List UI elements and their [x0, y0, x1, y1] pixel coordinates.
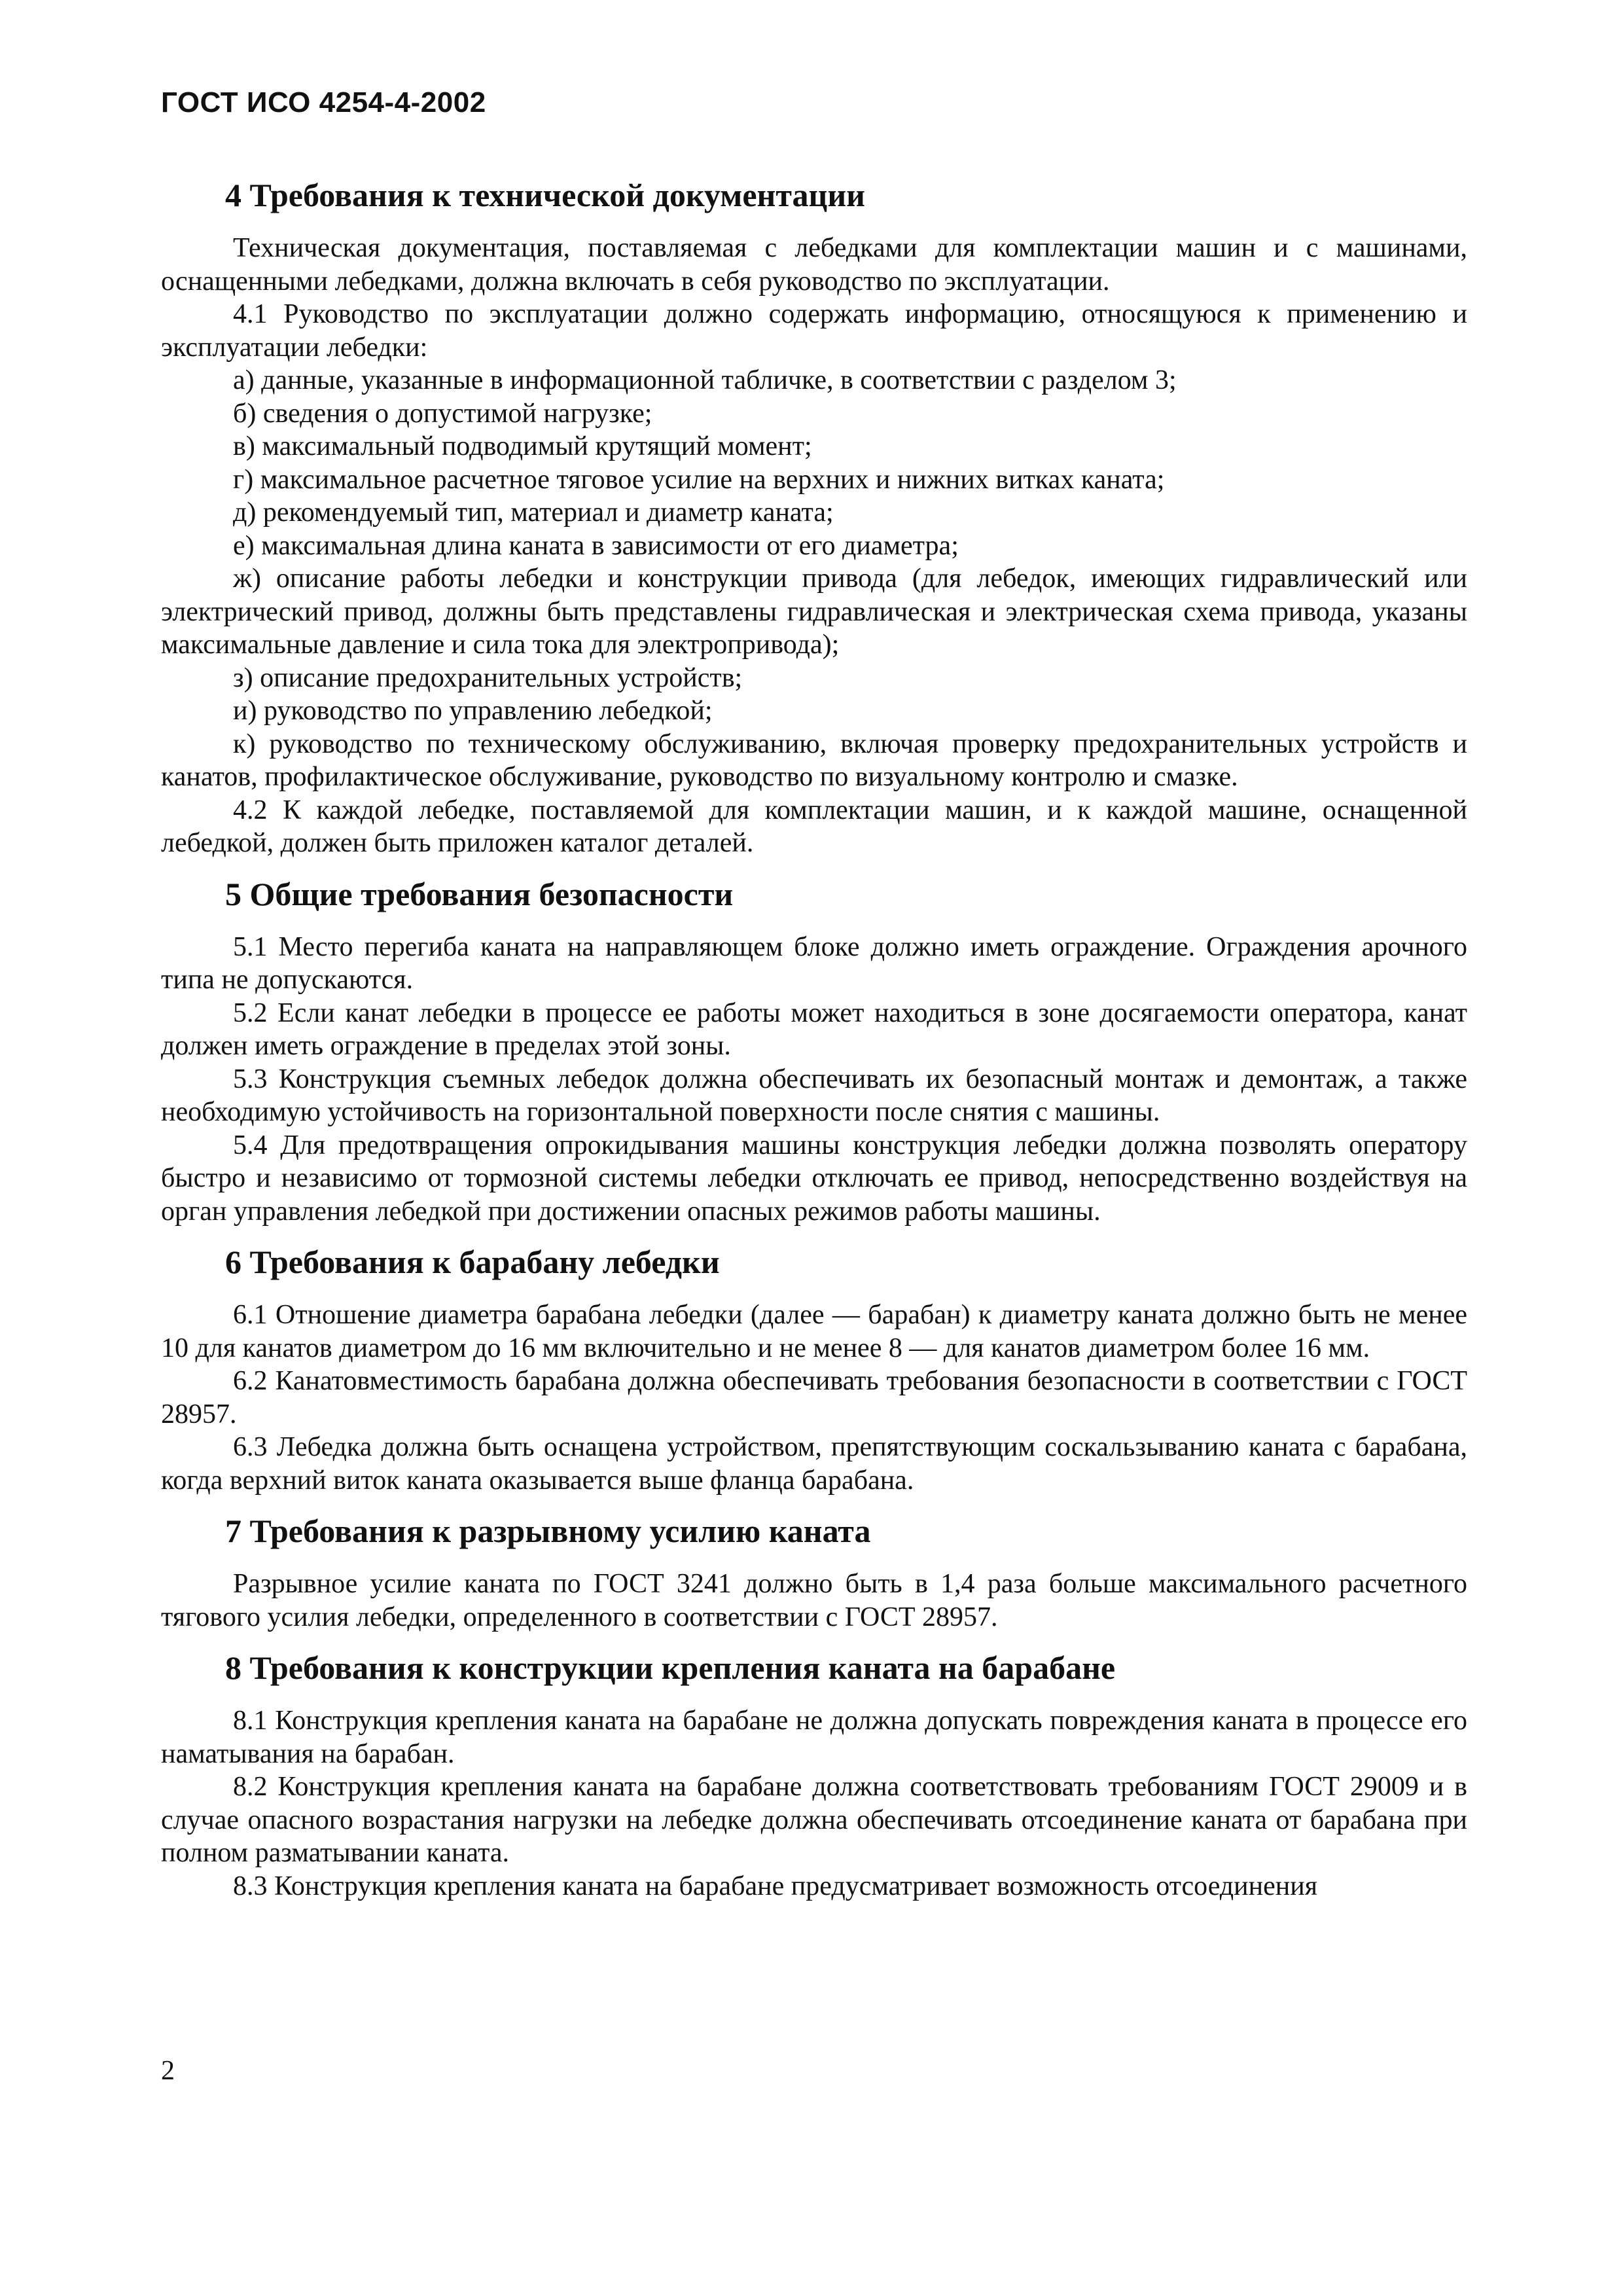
- document-body: [161, 175, 1467, 1903]
- list-item-e: е) максимальная длина каната в зависимости от его диаметра;: [233, 530, 959, 561]
- paragraph-6-1: 6.1 Отношение диаметра барабана лебедки (далее — барабан) к диаметру каната должно быть не менее 10 для канатов диаметром до 16 мм включительно и не менее 8 — для канатов диаметром более 16 мм.: [161, 1300, 1467, 1363]
- paragraph-8-2: 8.2 Конструкция крепления каната на барабане должна соответствовать требованиям ГОСТ 29009 и в случае опасного возрастания нагрузки на лебедке должна обеспечивать отсоединение каната от барабана при полном разматывании каната.: [161, 1772, 1467, 1868]
- list-item-i: и) руководство по управлению лебедкой;: [233, 696, 713, 726]
- paragraph-5-2: 5.2 Если канат лебедки в процессе ее работы может находиться в зоне досягаемости оператора, канат должен иметь ограждение в пределах этой зоны.: [161, 997, 1467, 1061]
- paragraph-7: Разрывное усилие каната по ГОСТ 3241 должно быть в 1,4 раза больше максимального расчетного тягового усилия лебедки, определенного в соответствии с ГОСТ 28957.: [161, 1569, 1467, 1632]
- page-number: 2: [161, 2056, 175, 2086]
- section-4-intro: Техническая документация, поставляемая с лебедками для комплектации машин и с машинами, оснащенными лебедками, должна включать в себя руководство по эксплуатации.: [161, 233, 1467, 296]
- paragraph-5-3: 5.3 Конструкция съемных лебедок должна обеспечивать их безопасный монтаж и демонтаж, а также необходимую устойчивость на горизонтальной поверхности после снятия с машины.: [161, 1064, 1467, 1127]
- list-item-g: г) максимальное расчетное тяговое усилие на верхних и нижних витках каната;: [233, 464, 1165, 495]
- list-item-b: б) сведения о допустимой нагрузке;: [233, 398, 652, 429]
- paragraph-8-3: 8.3 Конструкция крепления каната на барабане предусматривает возможность отсоединения: [233, 1871, 1318, 1901]
- document-code-header: ГОСТ ИСО 4254-4-2002: [161, 86, 486, 118]
- paragraph-5-4: 5.4 Для предотвращения опрокидывания машины конструкция лебедки должна позволять оператору быстро и независимо от тормозной системы лебедки отключать ее привод, непосредственно воздействуя на орган управления лебедкой при достижении опасных режимов работы машины.: [161, 1130, 1467, 1227]
- paragraph-4-2: 4.2 К каждой лебедке, поставляемой для комплектации машин, и к каждой машине, оснащенной лебедкой, должен быть приложен каталог деталей.: [161, 795, 1467, 858]
- list-item-k: к) руководство по техническому обслуживанию, включая проверку предохранительных устройств и канатов, профилактическое обслуживание, руководство по визуальному контролю и смазке.: [161, 728, 1467, 792]
- section-6-title: 6 Требования к барабану лебедки: [225, 1244, 720, 1280]
- section-4-title: 4 Требования к технической документации: [225, 177, 865, 213]
- paragraph-6-3: 6.3 Лебедка должна быть оснащена устройством, препятствующим соскальзыванию каната с барабана, когда верхний виток каната оказывается выше фланца барабана.: [161, 1432, 1467, 1496]
- list-item-d: д) рекомендуемый тип, материал и диаметр каната;: [233, 497, 834, 528]
- list-item-zh: ж) описание работы лебедки и конструкции привода (для лебедок, имеющих гидравлический или электрический привод, должны быть представлены гидравлическая и электрическая схема привода, указаны максимальные давление и сила тока для электропривода);: [161, 564, 1467, 660]
- list-item-z: з) описание предохранительных устройств;: [233, 662, 743, 693]
- list-item-a: а) данные, указанные в информационной табличке, в соответствии с разделом 3;: [233, 365, 1177, 395]
- paragraph-8-1: 8.1 Конструкция крепления каната на барабане не должна допускать повреждения каната в процессе его наматывания на барабан.: [161, 1706, 1467, 1769]
- section-8-title: 8 Требования к конструкции крепления каната на барабане: [225, 1649, 1116, 1686]
- paragraph-5-1: 5.1 Место перегиба каната на направляющем блоке должно иметь ограждение. Ограждения арочного типа не допускаются.: [161, 931, 1467, 995]
- paragraph-6-2: 6.2 Канатовместимость барабана должна обеспечивать требования безопасности в соответствии с ГОСТ 28957.: [161, 1366, 1467, 1429]
- section-5-title: 5 Общие требования безопасности: [225, 875, 734, 912]
- section-7-title: 7 Требования к разрывному усилию каната: [225, 1513, 871, 1549]
- paragraph-4-1: 4.1 Руководство по эксплуатации должно содержать информацию, относящуюся к применению и эксплуатации лебедки:: [161, 299, 1467, 363]
- list-item-v: в) максимальный подводимый крутящий момент;: [233, 431, 812, 461]
